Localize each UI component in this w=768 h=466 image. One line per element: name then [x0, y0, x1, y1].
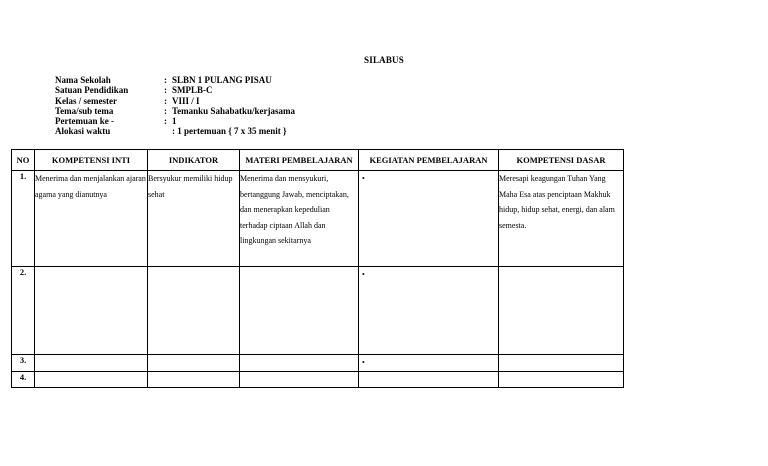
row-number: 4.	[12, 371, 35, 388]
info-value: VIII / I	[172, 95, 200, 106]
document-title: SILABUS	[364, 55, 404, 65]
cell-kegiatan	[359, 267, 499, 355]
info-value: 1	[172, 116, 177, 127]
cell-indikator: Bersyukur memiliki hidup sehat	[148, 171, 240, 267]
header-kompetensi-dasar: KOMPETENSI DASAR	[499, 150, 624, 171]
cell-indikator	[148, 355, 240, 372]
header-indikator: INDIKATOR	[148, 150, 240, 171]
info-colon: :	[164, 75, 167, 85]
syllabus-table	[11, 149, 624, 388]
cell-materi	[240, 267, 359, 355]
info-colon: :	[164, 95, 167, 106]
info-label: Nama Sekolah	[55, 75, 111, 85]
cell-kompetensi-dasar	[499, 267, 624, 355]
info-value: : 1 pertemuan { 7 x 35 menit }	[172, 126, 287, 137]
row-number: 3.	[12, 355, 35, 372]
info-row-theme	[55, 106, 295, 116]
table-header-row	[12, 150, 624, 171]
header-kompetensi-inti: KOMPETENSI INTI	[35, 150, 148, 171]
info-row-meeting	[55, 116, 295, 126]
cell-kompetensi-dasar	[499, 371, 624, 388]
info-value-text: 1 pertemuan { 7 x 35 menit }	[177, 126, 287, 137]
info-row-time-allocation	[55, 126, 295, 136]
info-label: Tema/sub tema	[55, 105, 114, 116]
info-row-education-unit	[55, 85, 295, 95]
header-no: NO	[12, 150, 35, 171]
cell-kompetensi-inti	[35, 355, 148, 372]
cell-materi: Menerima dan mensyukuri, bertanggung Jawab, menciptakan, dan menerapkan kepedulian terhadap ciptaan Allah dan lingkungan sekitarnya	[240, 171, 359, 267]
info-label: Kelas / semester	[55, 95, 117, 106]
info-value: SLBN 1 PULANG PISAU	[172, 75, 272, 85]
info-value: SMPLB-C	[172, 85, 213, 96]
cell-materi	[240, 355, 359, 372]
row-number: 2.	[12, 267, 35, 355]
table-row	[12, 371, 624, 388]
cell-kegiatan	[359, 171, 499, 267]
info-colon: :	[164, 105, 167, 116]
info-label: Alokasi waktu	[55, 126, 111, 137]
bullet-marker: •	[362, 358, 365, 367]
cell-kompetensi-dasar: Meresapi keagungan Tuhan Yang Maha Esa atas penciptaan Makhuk hidup, hidup sehat, energi, dan alam semesta.	[499, 171, 624, 267]
info-label: Satuan Pendidikan	[55, 85, 129, 96]
cell-kegiatan	[359, 371, 499, 388]
info-value: Temanku Sahabatku/kerjasama	[172, 105, 295, 116]
cell-kompetensi-inti: Menerima dan menjalankan ajaran agama yang dianutnya	[35, 171, 148, 267]
header-kegiatan: KEGIATAN PEMBELAJARAN	[359, 150, 499, 171]
cell-indikator	[148, 267, 240, 355]
info-label: Pertemuan ke -	[55, 116, 114, 127]
table-row	[12, 355, 624, 372]
info-row-school-name	[55, 75, 295, 85]
table-row	[12, 171, 624, 267]
table-row	[12, 267, 624, 355]
cell-materi	[240, 371, 359, 388]
info-colon: :	[164, 85, 167, 96]
cell-indikator	[148, 371, 240, 388]
info-colon: :	[164, 116, 167, 127]
row-number: 1.	[12, 171, 35, 267]
cell-kompetensi-dasar	[499, 355, 624, 372]
cell-kegiatan	[359, 355, 499, 372]
bullet-marker: •	[362, 270, 365, 279]
info-colon	[164, 126, 172, 136]
bullet-marker: •	[362, 174, 365, 183]
school-info	[55, 75, 295, 137]
cell-kompetensi-inti	[35, 267, 148, 355]
cell-kompetensi-inti	[35, 371, 148, 388]
header-materi: MATERI PEMBELAJARAN	[240, 150, 359, 171]
info-row-class-semester	[55, 96, 295, 106]
